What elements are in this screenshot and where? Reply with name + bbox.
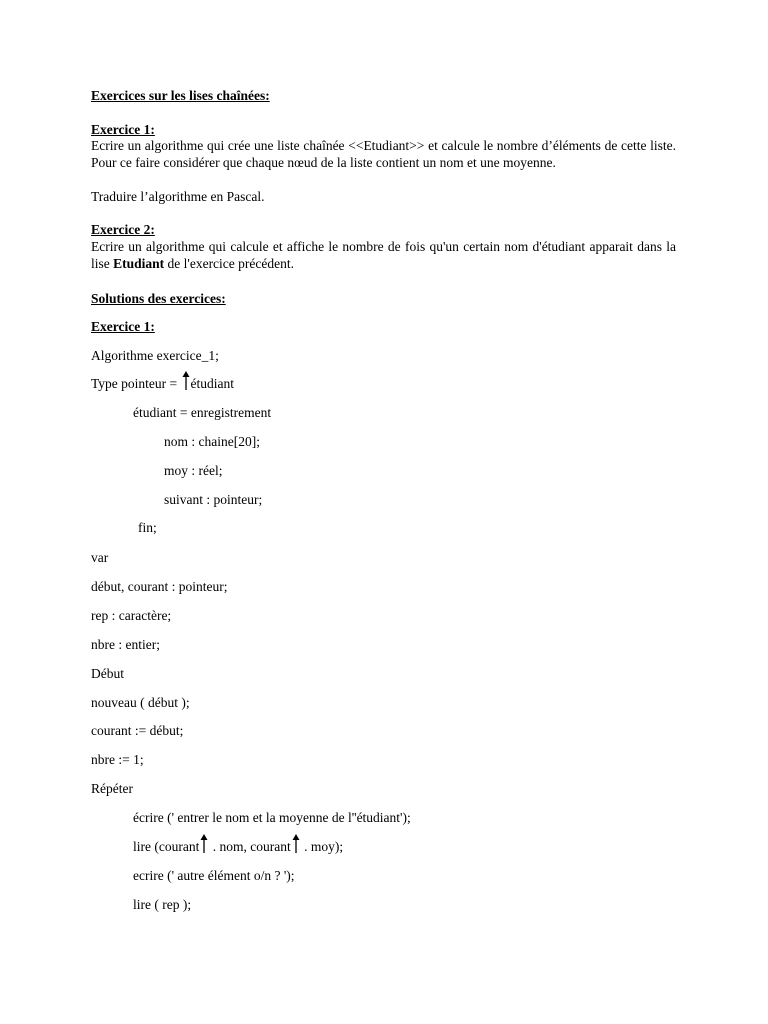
code-line: rep : caractère; [91, 608, 172, 623]
code-line: moy : réel; [164, 463, 223, 478]
solutions-heading: Solutions des exercices: [91, 291, 226, 306]
code-line: lire ( rep ); [133, 897, 192, 912]
code-line: début, courant : pointeur; [91, 579, 228, 594]
code-line: nom : chaine[20]; [164, 434, 260, 449]
exercise2-text: Ecrire un algorithme qui calcule et affiche le nombre de fois qu'un certain nom d'étudiant apparait dans la lise Etudiant de l'exercice précédent. [91, 239, 676, 271]
etudiant-bold: Etudiant [113, 256, 165, 271]
code-line: lire (courant . nom, courant . moy); [133, 838, 343, 855]
exercise1-heading: Exercice 1: [91, 122, 155, 137]
code-line: Type pointeur = étudiant [91, 375, 234, 392]
code-line: fin; [138, 520, 157, 535]
exercise1-text: Ecrire un algorithme qui crée une liste chaînée <<Etudiant>> et calcule le nombre d’éléments de cette liste. Pour ce faire considérer que chaque nœud de la liste contient un nom et une moyenne. [91, 138, 676, 170]
solution1-heading: Exercice 1: [91, 319, 155, 334]
code-line: Répéter [91, 781, 133, 796]
code-line: étudiant = enregistrement [133, 405, 272, 420]
code-line: écrire (' entrer le nom et la moyenne de l''étudiant'); [133, 810, 411, 825]
exercise2-heading: Exercice 2: [91, 222, 155, 237]
pointer-arrow-icon [181, 375, 191, 391]
code-line: Algorithme exercice_1; [91, 348, 219, 363]
code-line: nbre : entier; [91, 637, 160, 652]
code-line: Début [91, 666, 124, 681]
code-line: ecrire (' autre élément o/n ? '); [133, 868, 295, 883]
code-line: suivant : pointeur; [164, 492, 263, 507]
code-line: nouveau ( début ); [91, 695, 190, 710]
code-line: courant := début; [91, 723, 184, 738]
pointer-arrow-icon [291, 838, 301, 854]
code-line: var [91, 550, 109, 565]
code-line: nbre := 1; [91, 752, 144, 767]
pointer-arrow-icon [199, 838, 209, 854]
exercise1-text2: Traduire l’algorithme en Pascal. [91, 189, 265, 204]
document-title: Exercices sur les lises chaînées: [91, 88, 270, 103]
